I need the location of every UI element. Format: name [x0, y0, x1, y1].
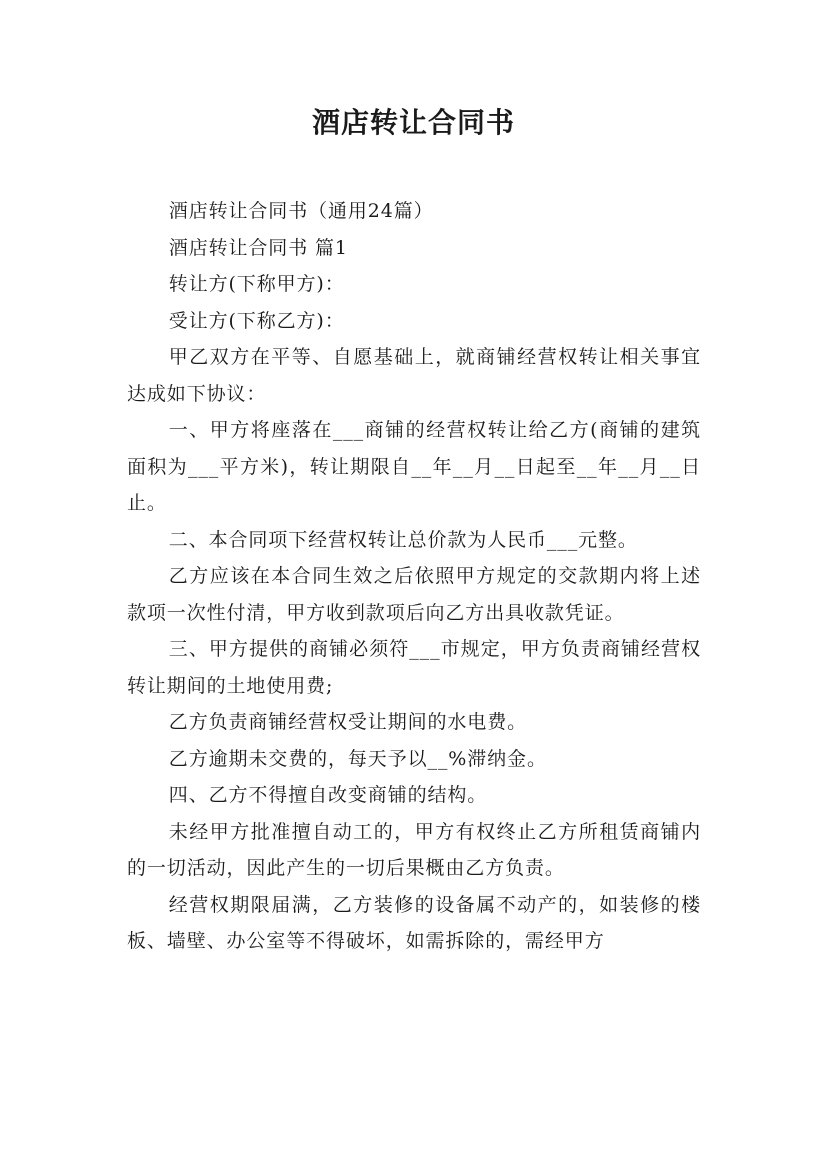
paragraph-subtitle: 酒店转让合同书（通用24篇）	[168, 200, 434, 222]
paragraph-clause-4: 四、乙方不得擅自改变商铺的结构。	[168, 784, 488, 806]
paragraph-unauthorized-work: 未经甲方批准擅自动工的，甲方有权终止乙方所租赁商铺内的一切活动，因此产生的一切后果概由乙方负责。	[127, 820, 701, 879]
paragraph-expiry: 经营权期限届满，乙方装修的设备属不动产的，如装修的楼板、墙壁、办公室等不得破坏，如需拆除的，需经甲方	[127, 893, 701, 952]
paragraph-clause-2: 二、本合同项下经营权转让总价款为人民币___元整。	[168, 528, 638, 551]
paragraph-late-fee: 乙方逾期未交费的，每天予以__%滞纳金。	[168, 747, 547, 770]
paragraph-transferor: 转让方(下称甲方)：	[168, 273, 345, 295]
paragraph-section-heading: 酒店转让合同书 篇1	[168, 236, 348, 259]
paragraph-clause-1: 一、甲方将座落在___商铺的经营权转让给乙方(商铺的建筑面积为___平方米)，转让期限自__年__月__日起至__年__月__日止。	[127, 419, 701, 514]
paragraph-transferee: 受让方(下称乙方)：	[168, 309, 345, 332]
paragraph-payment: 乙方应该在本合同生效之后依照甲方规定的交款期内将上述款项一次性付清，甲方收到款项后向乙方出具收款凭证。	[127, 565, 701, 624]
document-body	[127, 193, 701, 960]
paragraph-clause-3: 三、甲方提供的商铺必须符___市规定，甲方负责商铺经营权转让期间的土地使用费;	[127, 638, 701, 697]
paragraph-utilities: 乙方负责商铺经营权受让期间的水电费。	[168, 711, 527, 733]
paragraph-preamble: 甲乙双方在平等、自愿基础上，就商铺经营权转让相关事宜达成如下协议：	[127, 346, 701, 405]
document-title: 酒店转让合同书	[311, 106, 515, 139]
